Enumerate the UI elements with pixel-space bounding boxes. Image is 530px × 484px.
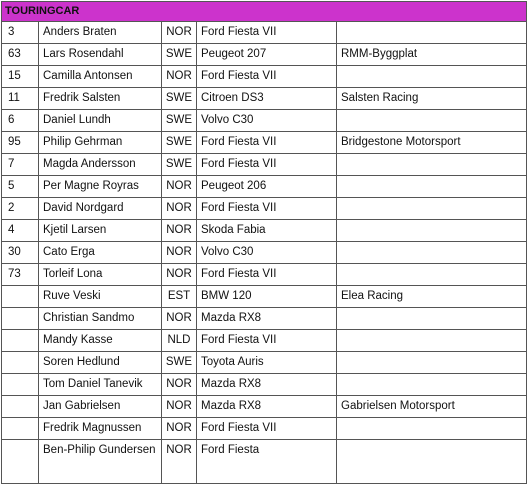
car-model-cell: Skoda Fabia bbox=[197, 220, 337, 242]
driver-name-cell: Soren Hedlund bbox=[39, 352, 162, 374]
country-code-cell: NOR bbox=[162, 374, 197, 396]
table-row bbox=[2, 264, 527, 286]
driver-number-cell bbox=[2, 396, 39, 418]
country-code-cell: NOR bbox=[162, 198, 197, 220]
driver-number-cell bbox=[2, 286, 39, 308]
driver-number-cell bbox=[2, 308, 39, 330]
country-code-cell: SWE bbox=[162, 352, 197, 374]
table-row bbox=[2, 440, 527, 484]
country-code-cell: SWE bbox=[162, 44, 197, 66]
team-name-cell bbox=[337, 198, 527, 220]
category-title: TOURINGCAR bbox=[2, 2, 527, 22]
team-name-cell bbox=[337, 66, 527, 88]
country-code-cell: EST bbox=[162, 286, 197, 308]
country-code-cell: SWE bbox=[162, 110, 197, 132]
table-row bbox=[2, 88, 527, 110]
country-code-cell: NOR bbox=[162, 220, 197, 242]
country-code-cell: NOR bbox=[162, 176, 197, 198]
driver-name-cell: David Nordgard bbox=[39, 198, 162, 220]
car-model-cell: Ford Fiesta VII bbox=[197, 22, 337, 44]
entry-list-table bbox=[1, 1, 527, 484]
table-row bbox=[2, 110, 527, 132]
driver-name-cell: Ben-Philip Gundersen bbox=[39, 440, 162, 484]
driver-name-cell: Cato Erga bbox=[39, 242, 162, 264]
team-name-cell bbox=[337, 440, 527, 484]
driver-name-cell: Daniel Lundh bbox=[39, 110, 162, 132]
car-model-cell: Toyota Auris bbox=[197, 352, 337, 374]
country-code-cell: SWE bbox=[162, 132, 197, 154]
country-code-cell: NOR bbox=[162, 66, 197, 88]
car-model-cell: Ford Fiesta VII bbox=[197, 154, 337, 176]
country-code-cell: SWE bbox=[162, 154, 197, 176]
country-code-cell: NOR bbox=[162, 440, 197, 484]
driver-number-cell bbox=[2, 440, 39, 484]
team-name-cell: Elea Racing bbox=[337, 286, 527, 308]
driver-name-cell: Jan Gabrielsen bbox=[39, 396, 162, 418]
car-model-cell: Ford Fiesta VII bbox=[197, 198, 337, 220]
team-name-cell: RMM-Byggplat bbox=[337, 44, 527, 66]
driver-name-cell: Tom Daniel Tanevik bbox=[39, 374, 162, 396]
team-name-cell bbox=[337, 242, 527, 264]
team-name-cell bbox=[337, 352, 527, 374]
team-name-cell bbox=[337, 264, 527, 286]
driver-number-cell: 7 bbox=[2, 154, 39, 176]
table-row bbox=[2, 198, 527, 220]
driver-name-cell: Lars Rosendahl bbox=[39, 44, 162, 66]
driver-number-cell: 11 bbox=[2, 88, 39, 110]
driver-name-cell: Per Magne Royras bbox=[39, 176, 162, 198]
driver-number-cell: 63 bbox=[2, 44, 39, 66]
car-model-cell: Mazda RX8 bbox=[197, 308, 337, 330]
driver-number-cell bbox=[2, 330, 39, 352]
table-row bbox=[2, 286, 527, 308]
driver-name-cell: Fredrik Magnussen bbox=[39, 418, 162, 440]
team-name-cell: Gabrielsen Motorsport bbox=[337, 396, 527, 418]
team-name-cell bbox=[337, 374, 527, 396]
driver-number-cell: 6 bbox=[2, 110, 39, 132]
team-name-cell bbox=[337, 418, 527, 440]
country-code-cell: SWE bbox=[162, 88, 197, 110]
driver-number-cell: 73 bbox=[2, 264, 39, 286]
driver-number-cell: 15 bbox=[2, 66, 39, 88]
team-name-cell: Salsten Racing bbox=[337, 88, 527, 110]
car-model-cell: Ford Fiesta VII bbox=[197, 264, 337, 286]
table-row bbox=[2, 44, 527, 66]
car-model-cell: Volvo C30 bbox=[197, 242, 337, 264]
country-code-cell: NOR bbox=[162, 242, 197, 264]
driver-name-cell: Kjetil Larsen bbox=[39, 220, 162, 242]
driver-name-cell: Fredrik Salsten bbox=[39, 88, 162, 110]
driver-number-cell bbox=[2, 352, 39, 374]
team-name-cell bbox=[337, 176, 527, 198]
car-model-cell: Ford Fiesta bbox=[197, 440, 337, 484]
car-model-cell: Peugeot 206 bbox=[197, 176, 337, 198]
country-code-cell: NOR bbox=[162, 308, 197, 330]
country-code-cell: NLD bbox=[162, 330, 197, 352]
table-row bbox=[2, 242, 527, 264]
car-model-cell: Ford Fiesta VII bbox=[197, 132, 337, 154]
table-row bbox=[2, 220, 527, 242]
entry-list-body bbox=[2, 2, 527, 484]
table-row bbox=[2, 176, 527, 198]
driver-name-cell: Torleif Lona bbox=[39, 264, 162, 286]
car-model-cell: Mazda RX8 bbox=[197, 374, 337, 396]
country-code-cell: NOR bbox=[162, 264, 197, 286]
driver-number-cell: 4 bbox=[2, 220, 39, 242]
driver-name-cell: Philip Gehrman bbox=[39, 132, 162, 154]
car-model-cell: Ford Fiesta VII bbox=[197, 66, 337, 88]
car-model-cell: Ford Fiesta VII bbox=[197, 418, 337, 440]
driver-number-cell: 95 bbox=[2, 132, 39, 154]
country-code-cell: NOR bbox=[162, 418, 197, 440]
table-row bbox=[2, 330, 527, 352]
team-name-cell bbox=[337, 154, 527, 176]
driver-name-cell: Ruve Veski bbox=[39, 286, 162, 308]
car-model-cell: Volvo C30 bbox=[197, 110, 337, 132]
team-name-cell bbox=[337, 220, 527, 242]
team-name-cell: Bridgestone Motorsport bbox=[337, 132, 527, 154]
table-row bbox=[2, 132, 527, 154]
car-model-cell: Mazda RX8 bbox=[197, 396, 337, 418]
driver-number-cell: 5 bbox=[2, 176, 39, 198]
team-name-cell bbox=[337, 308, 527, 330]
driver-number-cell: 3 bbox=[2, 22, 39, 44]
driver-number-cell bbox=[2, 418, 39, 440]
car-model-cell: Peugeot 207 bbox=[197, 44, 337, 66]
table-row bbox=[2, 352, 527, 374]
table-row bbox=[2, 154, 527, 176]
country-code-cell: NOR bbox=[162, 396, 197, 418]
team-name-cell bbox=[337, 330, 527, 352]
table-row bbox=[2, 66, 527, 88]
driver-name-cell: Magda Andersson bbox=[39, 154, 162, 176]
driver-name-cell: Anders Braten bbox=[39, 22, 162, 44]
driver-number-cell: 2 bbox=[2, 198, 39, 220]
country-code-cell: NOR bbox=[162, 22, 197, 44]
driver-number-cell bbox=[2, 374, 39, 396]
driver-number-cell: 30 bbox=[2, 242, 39, 264]
car-model-cell: Citroen DS3 bbox=[197, 88, 337, 110]
car-model-cell: Ford Fiesta VII bbox=[197, 330, 337, 352]
table-row bbox=[2, 22, 527, 44]
team-name-cell bbox=[337, 22, 527, 44]
car-model-cell: BMW 120 bbox=[197, 286, 337, 308]
table-row bbox=[2, 308, 527, 330]
driver-name-cell: Christian Sandmo bbox=[39, 308, 162, 330]
table-row bbox=[2, 396, 527, 418]
table-row bbox=[2, 374, 527, 396]
team-name-cell bbox=[337, 110, 527, 132]
driver-name-cell: Mandy Kasse bbox=[39, 330, 162, 352]
category-header-row bbox=[2, 2, 527, 22]
driver-name-cell: Camilla Antonsen bbox=[39, 66, 162, 88]
table-row bbox=[2, 418, 527, 440]
